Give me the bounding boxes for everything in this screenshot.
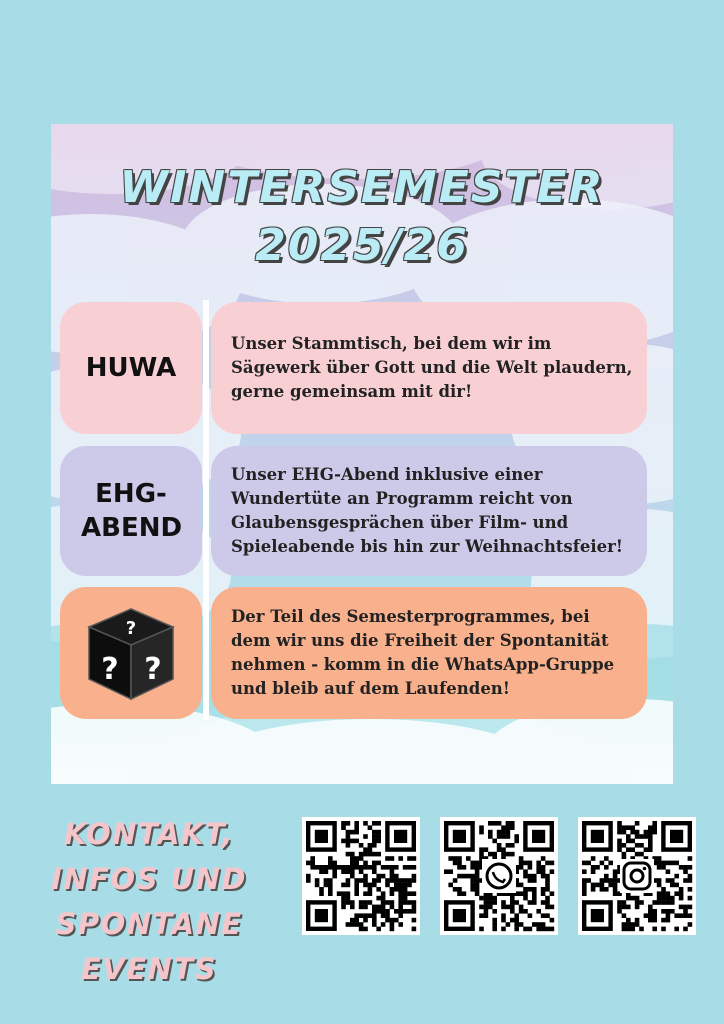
spontan-label-card	[60, 587, 202, 719]
svg-text:?: ?	[101, 652, 119, 687]
ehg-abend-label-card	[60, 446, 202, 576]
title-line-2: 2025/26	[255, 220, 469, 271]
qr-code-icon	[302, 817, 420, 935]
qr-code-1[interactable]	[302, 817, 420, 935]
mystery-box-icon	[83, 603, 179, 703]
huwa-label-card	[60, 302, 202, 434]
spontan-description-card	[211, 587, 647, 719]
spontan-description: Der Teil des Semesterprogrammes, bei dem wir uns die Freiheit der Spontanität nehmen - komm in die WhatsApp-Gruppe und bleib auf dem Laufenden!	[231, 607, 615, 698]
huwa-description: Unser Stammtisch, bei dem wir im Sägewerk über Gott und die Welt plaudern, gerne gemeinsam mit dir!	[231, 334, 633, 401]
poster	[51, 124, 673, 784]
ehg-abend-label: EHG-ABEND	[81, 479, 183, 543]
ehg-abend-description: Unser EHG-Abend inklusive einer Wundertüte an Programm reicht von Glaubensgesprächen über Film- und Spieleabende bis hin zur Weihnachtsfeier!	[231, 465, 624, 556]
instagram-icon	[578, 817, 696, 935]
title-line-1: WINTERSEMESTER	[119, 162, 605, 213]
qr-code-whatsapp[interactable]	[440, 817, 558, 935]
ehg-abend-description-card	[211, 446, 647, 576]
contact-heading: KONTAKT, INFOS UND SPONTANE EVENTS	[51, 817, 247, 986]
qr-code-instagram[interactable]	[578, 817, 696, 935]
whatsapp-icon	[440, 817, 558, 935]
huwa-label: HUWA	[85, 353, 177, 383]
huwa-description-card	[211, 302, 647, 434]
svg-text:?: ?	[144, 652, 162, 687]
vertical-divider	[203, 300, 209, 720]
svg-text:?: ?	[125, 618, 137, 639]
